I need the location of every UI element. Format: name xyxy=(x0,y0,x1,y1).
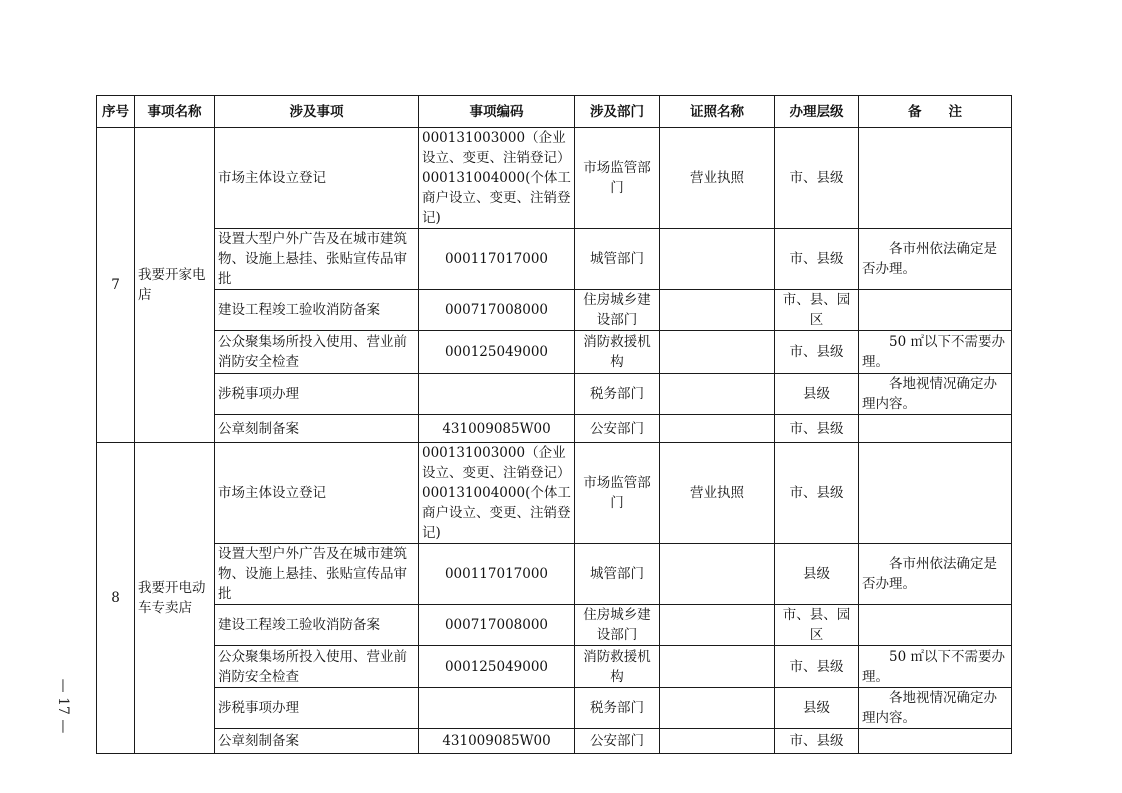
code-cell: 000131003000（企业设立、变更、注销登记）000131004000(个体工商户设立、变更、注销登记) xyxy=(419,443,575,544)
code-cell xyxy=(419,374,575,415)
dept-cell: 市场监管部门 xyxy=(575,128,660,229)
item-cell: 涉税事项办理 xyxy=(215,374,419,415)
code-cell: 431009085W00 xyxy=(419,415,575,443)
item-cell: 涉税事项办理 xyxy=(215,688,419,729)
group-number: 8 xyxy=(97,443,135,754)
level-cell: 市、县级 xyxy=(775,128,859,229)
level-cell: 市、县、园区 xyxy=(775,290,859,331)
license-cell xyxy=(660,544,775,605)
level-cell: 市、县级 xyxy=(775,331,859,374)
license-cell xyxy=(660,605,775,646)
code-cell: 000125049000 xyxy=(419,331,575,374)
dept-cell: 税务部门 xyxy=(575,688,660,729)
level-cell: 县级 xyxy=(775,374,859,415)
item-cell: 公章刻制备案 xyxy=(215,415,419,443)
license-cell xyxy=(660,290,775,331)
license-cell: 营业执照 xyxy=(660,443,775,544)
level-cell: 市、县级 xyxy=(775,646,859,688)
license-cell: 营业执照 xyxy=(660,128,775,229)
code-cell: 000125049000 xyxy=(419,646,575,688)
item-cell: 设置大型户外广告及在城市建筑物、设施上悬挂、张贴宣传品审批 xyxy=(215,229,419,290)
item-cell: 公章刻制备案 xyxy=(215,729,419,754)
license-cell xyxy=(660,415,775,443)
dept-cell: 住房城乡建设部门 xyxy=(575,605,660,646)
table-row xyxy=(97,331,1012,374)
license-cell xyxy=(660,646,775,688)
page-number-text: — 17 — xyxy=(55,678,71,734)
col-header-item: 涉及事项 xyxy=(215,96,419,128)
item-cell: 建设工程竣工验收消防备案 xyxy=(215,605,419,646)
table-row xyxy=(97,729,1012,754)
dept-cell: 住房城乡建设部门 xyxy=(575,290,660,331)
table-row xyxy=(97,646,1012,688)
license-cell xyxy=(660,229,775,290)
item-cell: 市场主体设立登记 xyxy=(215,128,419,229)
header-row xyxy=(97,96,1012,128)
dept-cell: 公安部门 xyxy=(575,729,660,754)
level-cell: 县级 xyxy=(775,544,859,605)
items-table xyxy=(96,95,1012,754)
table-row xyxy=(97,374,1012,415)
table-row xyxy=(97,415,1012,443)
table-row xyxy=(97,443,1012,544)
group-number: 7 xyxy=(97,128,135,443)
note-cell: 各地视情况确定办理内容。 xyxy=(859,688,1012,729)
col-header-license: 证照名称 xyxy=(660,96,775,128)
table-row xyxy=(97,290,1012,331)
note-cell: 各市州依法确定是否办理。 xyxy=(859,544,1012,605)
col-header-code: 事项编码 xyxy=(419,96,575,128)
dept-cell: 消防救援机构 xyxy=(575,331,660,374)
page-number xyxy=(51,676,75,736)
code-cell: 000117017000 xyxy=(419,544,575,605)
item-cell: 设置大型户外广告及在城市建筑物、设施上悬挂、张贴宣传品审批 xyxy=(215,544,419,605)
dept-cell: 城管部门 xyxy=(575,544,660,605)
table-row xyxy=(97,544,1012,605)
code-cell: 000717008000 xyxy=(419,605,575,646)
level-cell: 市、县级 xyxy=(775,443,859,544)
item-cell: 公众聚集场所投入使用、营业前消防安全检查 xyxy=(215,646,419,688)
col-header-note: 备 注 xyxy=(859,96,1012,128)
table-row xyxy=(97,229,1012,290)
group-name: 我要开电动车专卖店 xyxy=(135,443,215,754)
level-cell: 县级 xyxy=(775,688,859,729)
code-cell: 000117017000 xyxy=(419,229,575,290)
note-cell: 各地视情况确定办理内容。 xyxy=(859,374,1012,415)
code-cell: 000717008000 xyxy=(419,290,575,331)
col-header-level: 办理层级 xyxy=(775,96,859,128)
level-cell: 市、县级 xyxy=(775,729,859,754)
level-cell: 市、县、园区 xyxy=(775,605,859,646)
item-cell: 市场主体设立登记 xyxy=(215,443,419,544)
license-cell xyxy=(660,331,775,374)
note-cell xyxy=(859,415,1012,443)
dept-cell: 公安部门 xyxy=(575,415,660,443)
license-cell xyxy=(660,688,775,729)
dept-cell: 消防救援机构 xyxy=(575,646,660,688)
note-cell xyxy=(859,729,1012,754)
table-row xyxy=(97,688,1012,729)
license-cell xyxy=(660,729,775,754)
note-cell: 50 ㎡以下不需要办理。 xyxy=(859,646,1012,688)
col-header-name: 事项名称 xyxy=(135,96,215,128)
note-cell xyxy=(859,290,1012,331)
level-cell: 市、县级 xyxy=(775,229,859,290)
dept-cell: 城管部门 xyxy=(575,229,660,290)
group-name: 我要开家电店 xyxy=(135,128,215,443)
note-cell xyxy=(859,128,1012,229)
item-cell: 建设工程竣工验收消防备案 xyxy=(215,290,419,331)
col-header-dept: 涉及部门 xyxy=(575,96,660,128)
code-cell xyxy=(419,688,575,729)
note-cell xyxy=(859,443,1012,544)
note-cell xyxy=(859,605,1012,646)
table-row xyxy=(97,128,1012,229)
dept-cell: 税务部门 xyxy=(575,374,660,415)
item-cell: 公众聚集场所投入使用、营业前消防安全检查 xyxy=(215,331,419,374)
license-cell xyxy=(660,374,775,415)
dept-cell: 市场监管部门 xyxy=(575,443,660,544)
level-cell: 市、县级 xyxy=(775,415,859,443)
code-cell: 431009085W00 xyxy=(419,729,575,754)
col-header-no: 序号 xyxy=(97,96,135,128)
note-cell: 各市州依法确定是否办理。 xyxy=(859,229,1012,290)
table-row xyxy=(97,605,1012,646)
code-cell: 000131003000（企业设立、变更、注销登记）000131004000(个体工商户设立、变更、注销登记) xyxy=(419,128,575,229)
note-cell: 50 ㎡以下不需要办理。 xyxy=(859,331,1012,374)
